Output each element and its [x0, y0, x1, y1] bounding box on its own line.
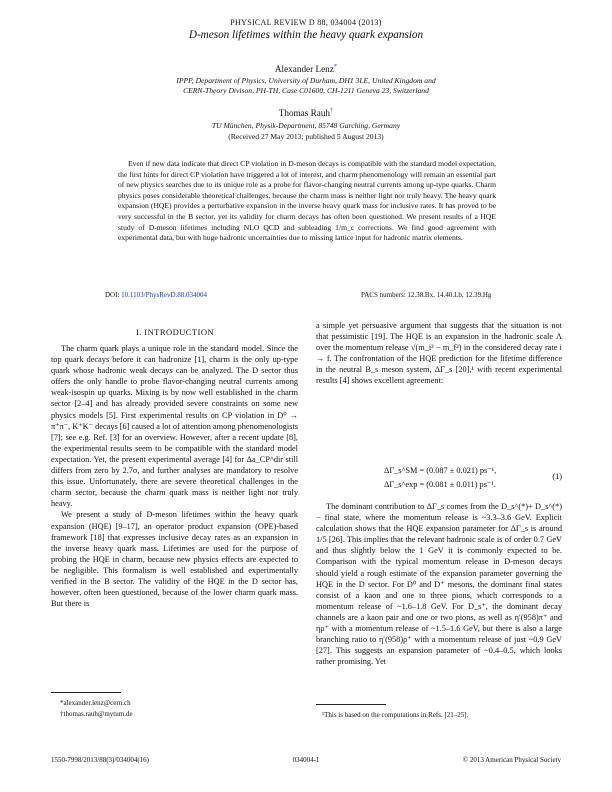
right-paragraph-2: The dominant contribution to ΔΓ_s comes from the D_s^(*)+ D_s^(*)− final state, where the momentum release is ~3.3–3.6 GeV. Explicit calculation shows that the HQE expansion parameter for ΔΓ_s is around 1/5 [26]. This implies that the relevant hadronic scale is of order 0.7 GeV and thus slightly below the 1 GeV it is commonly expected to be. Comparison with the typical momentum release in D-meson decays should yield a rough estimate of the expansion parameter governing the HQE in the D sector. For D⁰ and D⁺ mesons, the dominant final states consist of a kaon and one to three pions, which corresponds to a momentum release of ~1.6–1.8 GeV. For D_s⁺, the dominant decay channels are a kaon pair and one or two pions, as well as η′(958)π⁺ and ηρ⁺ with a momentum release of ~1.5–1.6 GeV, but there is also a large branching ratio to η′(958)ρ⁺ with a momentum release of just ~0.9 GeV [27]. This suggests an expansion parameter of ~0.4–0.5, which looks rather promising. Yet [316, 502, 562, 667]
section-heading: I. INTRODUCTION [135, 327, 215, 337]
author-2 [0, 108, 612, 118]
author-1-name: Alexander Lenz [274, 64, 334, 74]
author-1 [0, 64, 612, 74]
equation-line-exp: ΔΓ_s^exp = (0.081 ± 0.011) ps⁻¹. [384, 480, 496, 489]
right-column-bottom [316, 501, 562, 667]
left-column [51, 343, 298, 609]
abstract: Even if new data indicate that direct CP violation in D-meson decays is compatible with the standard model expectation, the first hints for direct CP violation have triggered a lot of interest, and charm phenomenology will remain an essential part of new physics searches due to its unique role as a probe for flavor-changing neutral currents among up-type quarks. Charm physics poses considerable theoretical challenges, because the charm mass is neither light nor truly heavy. The heavy quark expansion (HQE) provides a perturbative expansion in the inverse heavy quark mass for inclusive rates. It has proved to be very successful in the B sector, yet its validity for charm decays has often been questioned. We present results of a HQE study of D-meson lifetimes including NLO QCD and subleading 1/m_c corrections. We find good agreement with experimental data, but with huge hadronic uncertainties due to missing lattice input for hadronic matrix elements. [118, 159, 496, 243]
equation-number: (1) [552, 472, 562, 481]
author-1-footnote-mark[interactable]: * [333, 62, 338, 70]
footer-page: 034004-1 [292, 756, 320, 764]
author-2-footnote-mark[interactable]: † [330, 106, 334, 114]
doi-line [105, 291, 207, 299]
footnote-rule-left [51, 692, 121, 693]
footnote-email-1[interactable]: *alexander.lenz@cern.ch [60, 699, 131, 707]
affiliation-1-line-1: IPPP, Department of Physics, University of Durham, DH1 3LE, United Kingdom and [176, 76, 436, 85]
footnote-1: ¹This is based on the computations in Refs. [21–25]. [322, 711, 469, 719]
paper-title: D-meson lifetimes within the heavy quark expansion [188, 29, 424, 41]
equation-line-sm: ΔΓ_s^SM = (0.087 ± 0.021) ps⁻¹, [384, 466, 497, 475]
affiliation-2: TU München, Physik-Department, 85748 Garching, Germany [211, 121, 401, 130]
journal-header: PHYSICAL REVIEW D 88, 034004 (2013) [230, 18, 382, 27]
footer-copyright: © 2013 American Physical Society [462, 756, 561, 764]
right-column-top [316, 320, 562, 387]
intro-paragraph-1: The charm quark plays a unique role in the standard model. Since the top quark decays before it can hadronize [1], charm is the only up-type quark whose hadronic weak decays can be analyzed. The D sector thus offers the only handle to probe flavor-changing neutral currents among weak-isospin up quarks. Mixing is by now well established in the charm sector [2–4] and has already provided severe constraints on some new physics models [5]. First experimental results on CP violation in D⁰ → π⁺π⁻, K⁺K⁻ decays [6] caused a lot of attention among phenomenologists [7]; see e.g. Ref. [3] for an overview. However, after a recent update [8], the experimental results seem to be compatible with the standard model expectation. Yet, the present experimental average [4] for Δa_CP^dir still differs from zero by 2.7σ, and further analyses are mandatory to resolve this issue. Unfortunately, there are severe theoretical challenges in the charm sector, because the charm quark mass is neither light nor truly heavy. [51, 344, 298, 509]
affiliation-1-line-2: CERN-Theory Divison, PH-TH, Case C01600, CH-1211 Geneva 23, Switzerland [183, 86, 429, 95]
equation-1 [316, 465, 562, 489]
right-paragraph-1: a simple yet persuasive argument that suggests that the situation is not that pessimistic [19]. The HQE is an expansion in the hadronic scale Λ over the momentum release √(m_i² − m_f²) in the considered decay rate i → f. The confrontation of the HQE prediction for the lifetime difference in the neutral B_s meson system, ΔΓ_s [20],¹ with recent experimental results [4] shows excellent agreement: [316, 321, 562, 386]
pacs-numbers: PACS numbers: 12.38.Bx, 14.40.Lb, 12.39.Hg [361, 291, 492, 299]
footnote-rule-right [316, 704, 386, 705]
received-dates: (Received 27 May 2013; published 5 August 2013) [228, 132, 384, 141]
author-2-name: Thomas Rauh [278, 108, 331, 118]
footnote-email-2[interactable]: †thomas.rauh@mytum.de [60, 710, 133, 718]
footer-issn: 1550-7998/2013/88(3)/034004(16) [51, 756, 149, 764]
doi-label: DOI: [105, 291, 120, 299]
intro-paragraph-2: We present a study of D-meson lifetimes within the heavy quark expansion (HQE) [9–17], an operator product expansion (OPE)-based framework [18] that expresses inclusive decay rates as an expansion in the inverse heavy quark mass. Lifetimes are used for the purpose of probing the HQE in charm, because new physics effects are expected to be negligible. This formalism is well established and experimentally verified in the B sector. The validity of the HQE in the D sector has, however, often been questioned, because of the lower charm quark mass. But there is [51, 510, 298, 609]
doi-link[interactable]: 10.1103/PhysRevD.88.034004 [121, 291, 208, 299]
